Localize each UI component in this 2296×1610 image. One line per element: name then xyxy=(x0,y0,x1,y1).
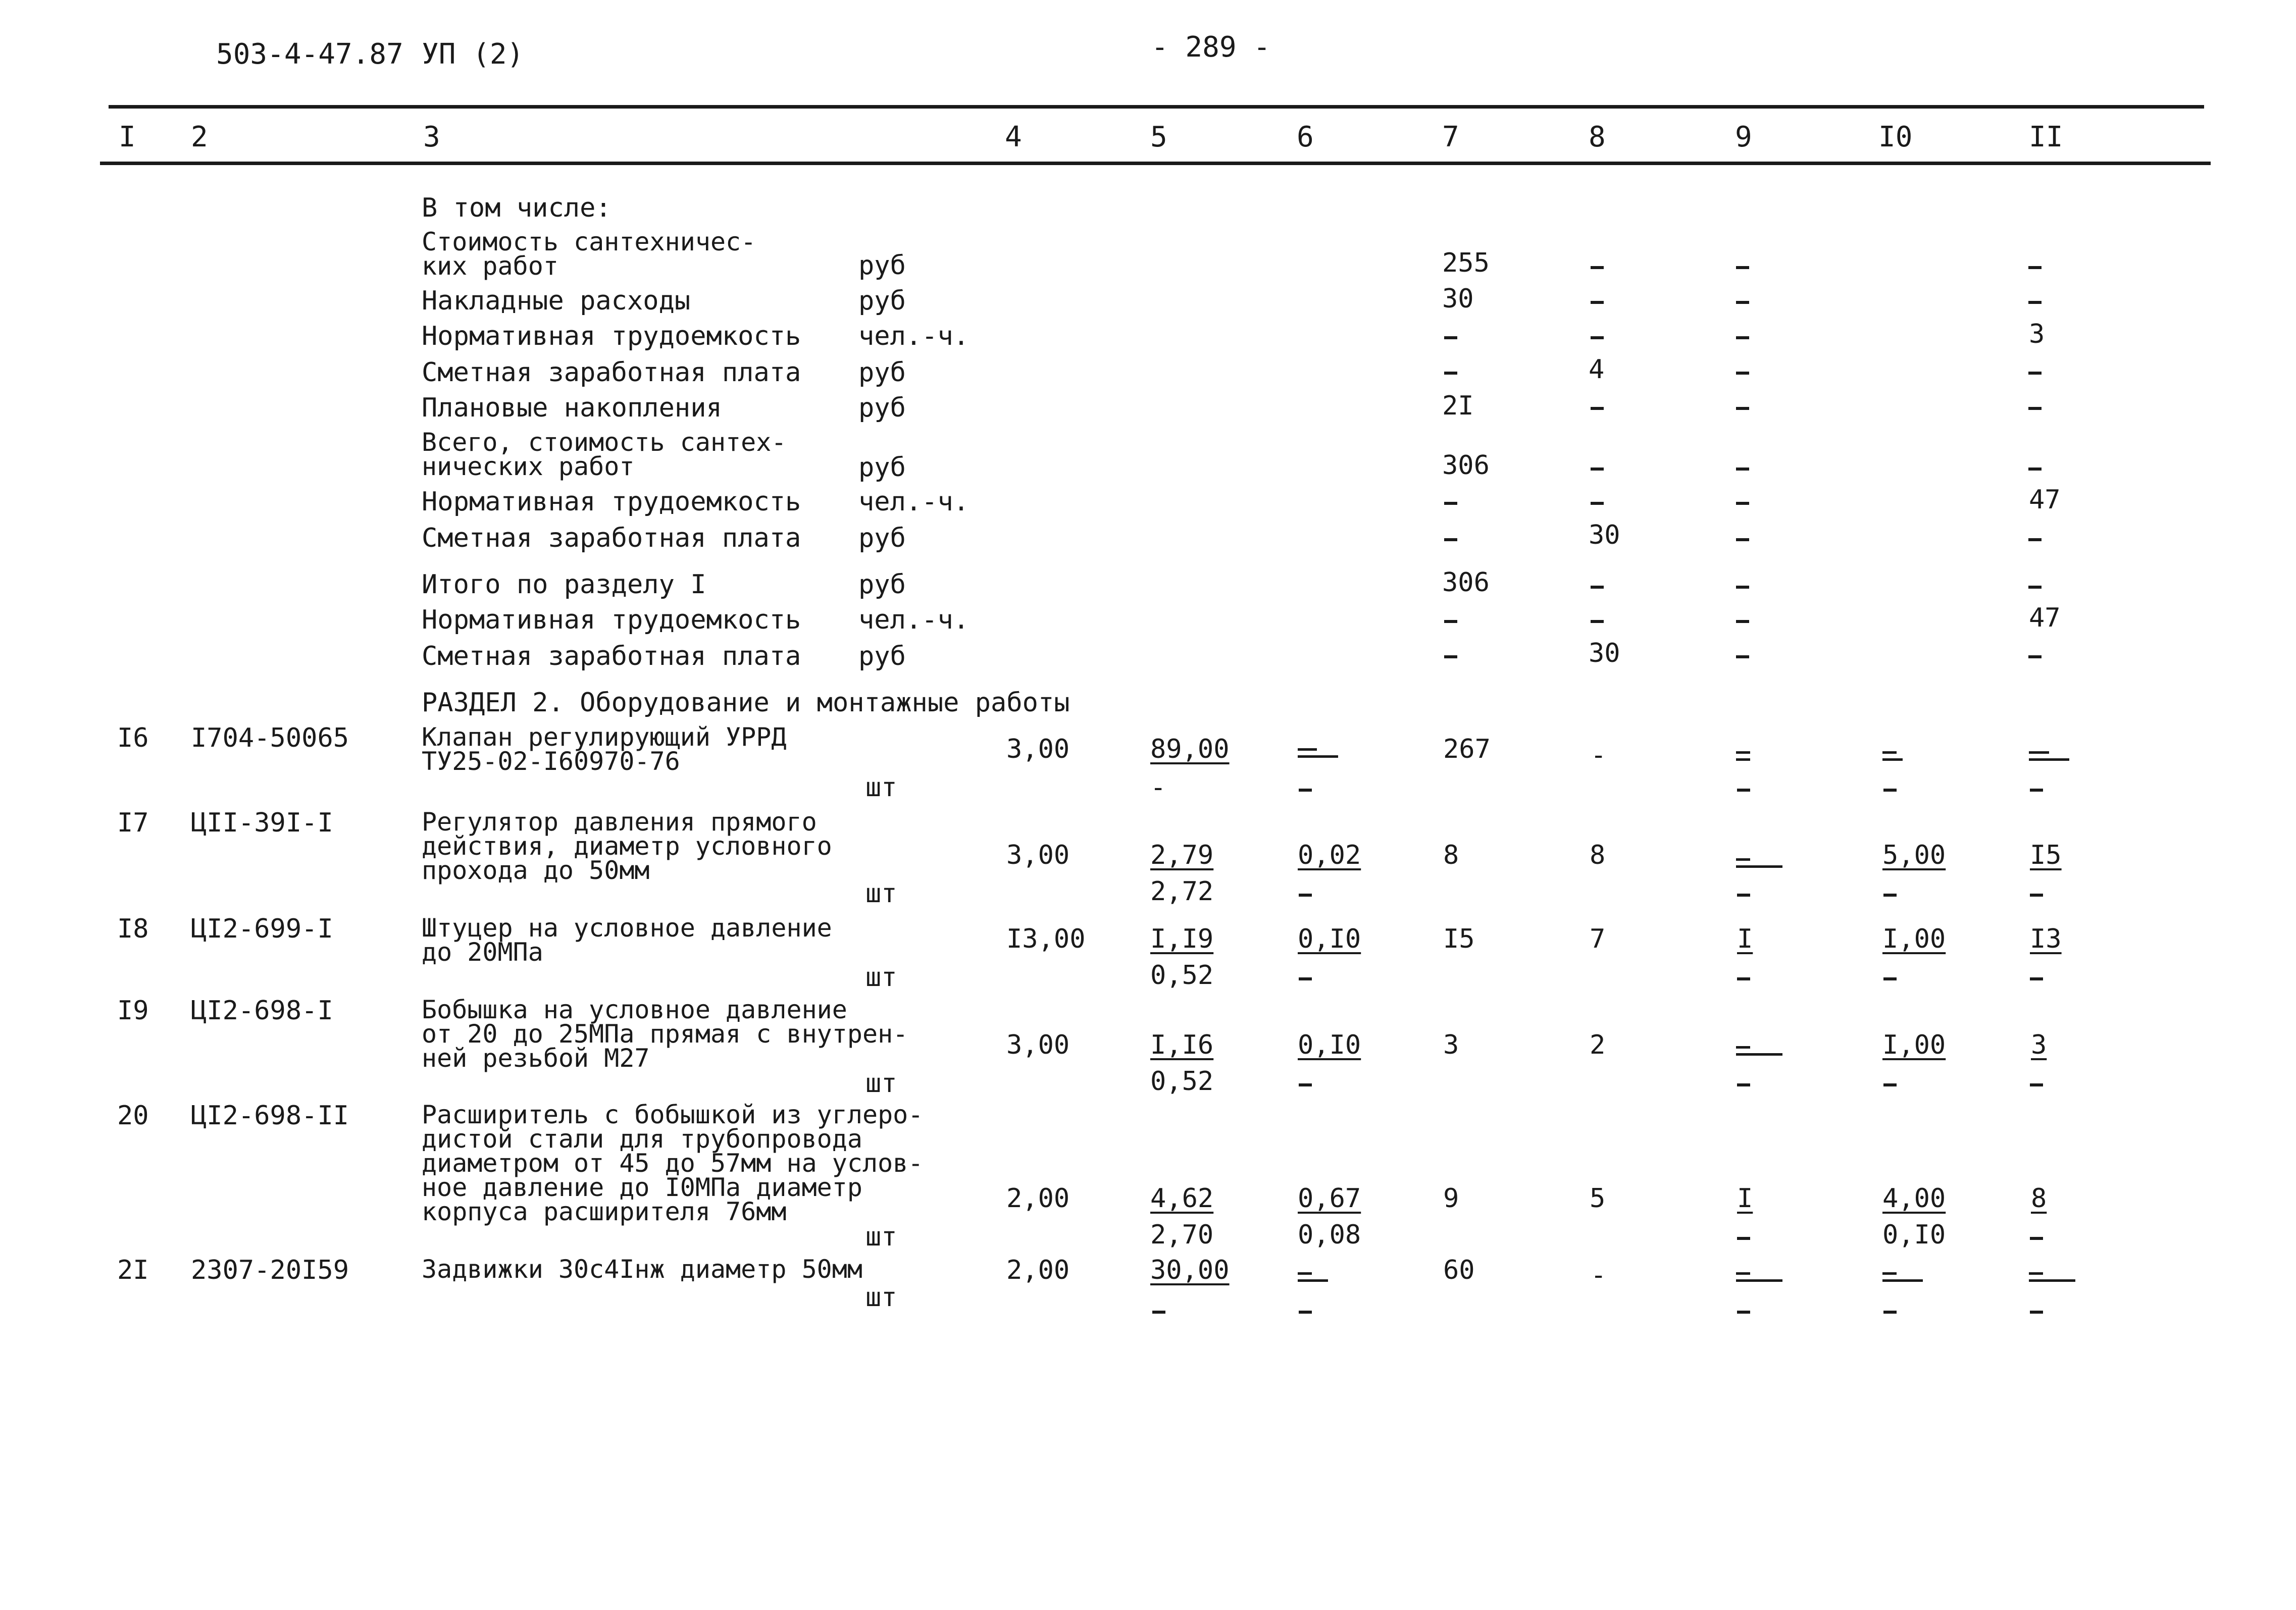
item-qty: 3,00 xyxy=(1006,1030,1070,1060)
dash-mark xyxy=(1736,468,1749,471)
dash-mark xyxy=(1737,1083,1750,1086)
totals-row-col11: 47 xyxy=(2029,603,2061,633)
item-name: Регулятор давления прямого действия, диаметр условного прохода до 50мм xyxy=(422,807,832,885)
dash-mark xyxy=(1736,538,1749,541)
dash-mark xyxy=(1444,502,1457,505)
double-dash-mark xyxy=(1736,1046,1776,1059)
double-dash-mark xyxy=(1736,1272,1776,1285)
item-col6: 0,67 xyxy=(1298,1183,1361,1214)
item-col10: I,00 xyxy=(1882,924,1946,954)
item-qty: 2,00 xyxy=(1006,1255,1070,1285)
item-col5-sub: 0,52 xyxy=(1150,1066,1214,1097)
dash-mark xyxy=(1736,301,1749,304)
item-qty: 2,00 xyxy=(1006,1183,1070,1214)
column-header-11: II xyxy=(2029,121,2063,153)
dash-mark xyxy=(1299,894,1312,897)
totals-row-unit: руб xyxy=(858,641,906,671)
item-qty: 3,00 xyxy=(1006,840,1070,870)
totals-row-name: Плановые накопления xyxy=(422,393,722,423)
totals-row-name: Нормативная трудоемкость xyxy=(422,605,801,635)
item-unit: шт xyxy=(865,1068,897,1099)
totals-row-unit: руб xyxy=(858,357,906,388)
item-col7: I5 xyxy=(1443,924,1475,954)
item-number: I6 xyxy=(117,723,149,753)
item-unit: шт xyxy=(865,878,897,909)
dash-mark xyxy=(2028,266,2042,269)
dash-mark xyxy=(1736,336,1749,339)
item-col11: 8 xyxy=(2031,1183,2047,1214)
dash-mark xyxy=(2028,372,2042,375)
dash-mark xyxy=(1737,894,1750,897)
double-dash-mark xyxy=(1298,1272,1338,1285)
item-col6: 0,02 xyxy=(1298,840,1361,870)
item-name: Задвижки 30с4Iнж диаметр 50мм xyxy=(422,1255,862,1284)
item-col8: 7 xyxy=(1590,924,1606,954)
item-col5-sub: 0,52 xyxy=(1150,960,1214,991)
totals-row-col7: 255 xyxy=(1442,248,1490,278)
dash-mark xyxy=(1736,502,1749,505)
item-col5: 30,00 xyxy=(1150,1255,1230,1285)
item-col10-sub: 0,I0 xyxy=(1882,1220,1946,1250)
dash-mark xyxy=(2028,468,2042,471)
item-unit: шт xyxy=(865,1282,897,1313)
item-col7: 3 xyxy=(1443,1030,1459,1060)
dash-mark xyxy=(1736,655,1749,658)
dash-mark xyxy=(1737,1311,1750,1314)
item-col8: 2 xyxy=(1590,1030,1606,1060)
item-code: ЦI2-698-I xyxy=(191,996,333,1026)
column-header-7: 7 xyxy=(1442,121,1459,153)
item-col6: 0,I0 xyxy=(1298,1030,1361,1060)
dash-mark xyxy=(1444,655,1457,658)
item-col5-sub: 2,70 xyxy=(1150,1220,1214,1250)
dash-mark xyxy=(2028,301,2042,304)
column-header-5: 5 xyxy=(1150,121,1167,153)
section-title: РАЗДЕЛ 2. Оборудование и монтажные работы xyxy=(422,688,1070,718)
item-col7: 9 xyxy=(1443,1183,1459,1214)
item-qty: I3,00 xyxy=(1006,924,1086,954)
dash-mark xyxy=(1591,620,1604,623)
dash-mark xyxy=(1444,372,1457,375)
dash-mark xyxy=(2028,407,2042,410)
dash-mark xyxy=(1736,407,1749,410)
item-code: I704-50065 xyxy=(191,723,349,753)
totals-row-col7: 306 xyxy=(1442,567,1490,598)
item-name: Клапан регулирующий УРРД ТУ25-02-I60970-76 xyxy=(422,722,787,776)
item-col5: 2,79 xyxy=(1150,840,1214,870)
totals-row-unit: чел.-ч. xyxy=(858,321,970,351)
dash-mark xyxy=(1883,1311,1897,1314)
totals-row-unit: руб xyxy=(858,523,906,553)
document-part: УП (2) xyxy=(422,38,524,71)
item-name: Штуцер на условное давление до 20МПа xyxy=(422,913,832,967)
totals-row-name: Сметная заработная плата xyxy=(422,523,801,553)
dash-mark xyxy=(1591,407,1604,410)
dash-mark xyxy=(1736,372,1749,375)
item-col5-sub: 2,72 xyxy=(1150,876,1214,907)
item-col10: I,00 xyxy=(1882,1030,1946,1060)
dash-mark xyxy=(1737,789,1750,792)
dash-mark xyxy=(2030,1083,2043,1086)
header-bottom-rule xyxy=(100,162,2211,165)
totals-row-col11: 47 xyxy=(2029,485,2061,515)
item-col9: I xyxy=(1737,924,1753,954)
dash-mark xyxy=(1299,789,1312,792)
totals-row-name: Нормативная трудоемкость xyxy=(422,487,801,517)
item-col5: 89,00 xyxy=(1150,734,1230,764)
totals-row-unit: чел.-ч. xyxy=(858,605,970,635)
column-header-3: 3 xyxy=(423,121,440,153)
dash-mark xyxy=(2030,789,2043,792)
item-code: 2307-20I59 xyxy=(191,1255,349,1285)
item-col6: 0,I0 xyxy=(1298,924,1361,954)
dash-mark xyxy=(2030,977,2043,980)
double-dash-mark xyxy=(1736,858,1776,871)
dash-mark xyxy=(1444,620,1457,623)
item-code: ЦI2-699-I xyxy=(191,914,333,944)
item-unit: шт xyxy=(865,962,897,993)
dash-mark xyxy=(1444,538,1457,541)
item-col10: 5,00 xyxy=(1882,840,1946,870)
totals-row-col7: 30 xyxy=(1442,284,1474,314)
item-col7: 60 xyxy=(1443,1255,1475,1285)
totals-row-name: Нормативная трудоемкость xyxy=(422,321,801,351)
dash-mark xyxy=(1737,1237,1750,1240)
item-name: Бобышка на условное давление от 20 до 25МПа прямая с внутрен- ней резьбой М27 xyxy=(422,995,908,1073)
item-col9: I xyxy=(1737,1183,1753,1214)
item-number: I7 xyxy=(117,808,149,838)
item-col5: 4,62 xyxy=(1150,1183,1214,1214)
item-col8: - xyxy=(1591,1260,1607,1290)
double-dash-mark xyxy=(1298,748,1338,761)
item-col10: 4,00 xyxy=(1882,1183,1946,1214)
item-unit: шт xyxy=(865,772,897,803)
item-number: 20 xyxy=(117,1101,149,1131)
totals-intro: В том числе: xyxy=(422,193,611,223)
totals-row-col7: 306 xyxy=(1442,450,1490,481)
column-header-9: 9 xyxy=(1735,121,1752,153)
dash-mark xyxy=(2030,894,2043,897)
dash-mark xyxy=(1591,468,1604,471)
double-dash-mark xyxy=(1882,751,1923,764)
totals-row-name: Стоимость сантехничес- ких работ xyxy=(422,227,756,281)
column-header-1: I xyxy=(119,121,136,153)
item-col8: - xyxy=(1591,740,1607,770)
top-rule xyxy=(109,105,2204,109)
item-unit: шт xyxy=(865,1222,897,1252)
dash-mark xyxy=(2030,1237,2043,1240)
item-col8: 8 xyxy=(1590,840,1606,870)
dash-mark xyxy=(2028,655,2042,658)
totals-row-name: Итого по разделу I xyxy=(422,569,706,600)
item-col8: 5 xyxy=(1590,1183,1606,1214)
item-col11: I3 xyxy=(2030,924,2062,954)
totals-row-name: Сметная заработная плата xyxy=(422,357,801,388)
double-dash-mark xyxy=(2029,1272,2069,1285)
item-number: I8 xyxy=(117,914,149,944)
item-col11: 3 xyxy=(2031,1030,2047,1060)
item-qty: 3,00 xyxy=(1006,734,1070,764)
totals-row-unit: руб xyxy=(858,393,906,423)
dash-mark xyxy=(1591,586,1604,589)
column-header-6: 6 xyxy=(1297,121,1314,153)
item-number: I9 xyxy=(117,996,149,1026)
column-header-2: 2 xyxy=(191,121,208,153)
dash-mark xyxy=(1152,1311,1165,1314)
dash-mark xyxy=(1736,620,1749,623)
dash-mark xyxy=(1591,336,1604,339)
double-dash-mark xyxy=(1882,1272,1923,1285)
dash-mark xyxy=(2028,586,2042,589)
dash-mark xyxy=(1591,301,1604,304)
column-header-10: I0 xyxy=(1878,121,1913,153)
totals-row-col8: 4 xyxy=(1589,354,1605,385)
totals-row-name: Накладные расходы xyxy=(422,286,691,316)
item-col5-sub: - xyxy=(1150,772,1166,803)
dash-mark xyxy=(2030,1311,2043,1314)
totals-row-unit: руб xyxy=(858,286,906,316)
dash-mark xyxy=(1299,977,1312,980)
item-col5: I,I9 xyxy=(1150,924,1214,954)
item-number: 2I xyxy=(117,1255,149,1285)
dash-mark xyxy=(1736,266,1749,269)
totals-row-name: Всего, стоимость сантех- нических работ xyxy=(422,428,787,481)
column-header-8: 8 xyxy=(1589,121,1606,153)
double-dash-mark xyxy=(2029,751,2069,764)
totals-row-col8: 30 xyxy=(1589,638,1620,668)
totals-row-unit: руб xyxy=(858,569,906,600)
totals-row-name: Сметная заработная плата xyxy=(422,641,801,671)
column-header-4: 4 xyxy=(1005,121,1022,153)
totals-row-col7: 2I xyxy=(1442,391,1474,421)
totals-row-col8: 30 xyxy=(1589,520,1620,550)
double-dash-mark xyxy=(1736,751,1776,764)
totals-row-unit: руб xyxy=(858,452,906,483)
dash-mark xyxy=(1299,1311,1312,1314)
dash-mark xyxy=(1736,586,1749,589)
totals-row-col11: 3 xyxy=(2029,319,2045,349)
item-col6-sub: 0,08 xyxy=(1298,1220,1361,1250)
dash-mark xyxy=(1737,977,1750,980)
totals-row-unit: руб xyxy=(858,250,906,281)
item-code: ЦI2-698-II xyxy=(191,1101,349,1131)
document-code: 503-4-47.87 xyxy=(216,38,403,71)
item-col7: 267 xyxy=(1443,734,1491,764)
dash-mark xyxy=(1299,1083,1312,1086)
dash-mark xyxy=(1883,789,1897,792)
dash-mark xyxy=(1883,1083,1897,1086)
dash-mark xyxy=(1591,502,1604,505)
dash-mark xyxy=(1883,977,1897,980)
item-col7: 8 xyxy=(1443,840,1459,870)
item-col11: I5 xyxy=(2030,840,2062,870)
dash-mark xyxy=(1444,336,1457,339)
dash-mark xyxy=(2028,538,2042,541)
page-number: - 289 - xyxy=(1151,31,1271,64)
dash-mark xyxy=(1883,894,1897,897)
totals-row-unit: чел.-ч. xyxy=(858,487,970,517)
dash-mark xyxy=(1591,266,1604,269)
item-name: Расширитель с бобышкой из углеро- дистой стали для трубопровода диаметром от 45 до 57мм на услов- ное давление до I0МПа диаметр корпуса расширителя 76мм xyxy=(422,1100,924,1226)
item-col5: I,I6 xyxy=(1150,1030,1214,1060)
item-code: ЦII-39I-I xyxy=(191,808,333,838)
